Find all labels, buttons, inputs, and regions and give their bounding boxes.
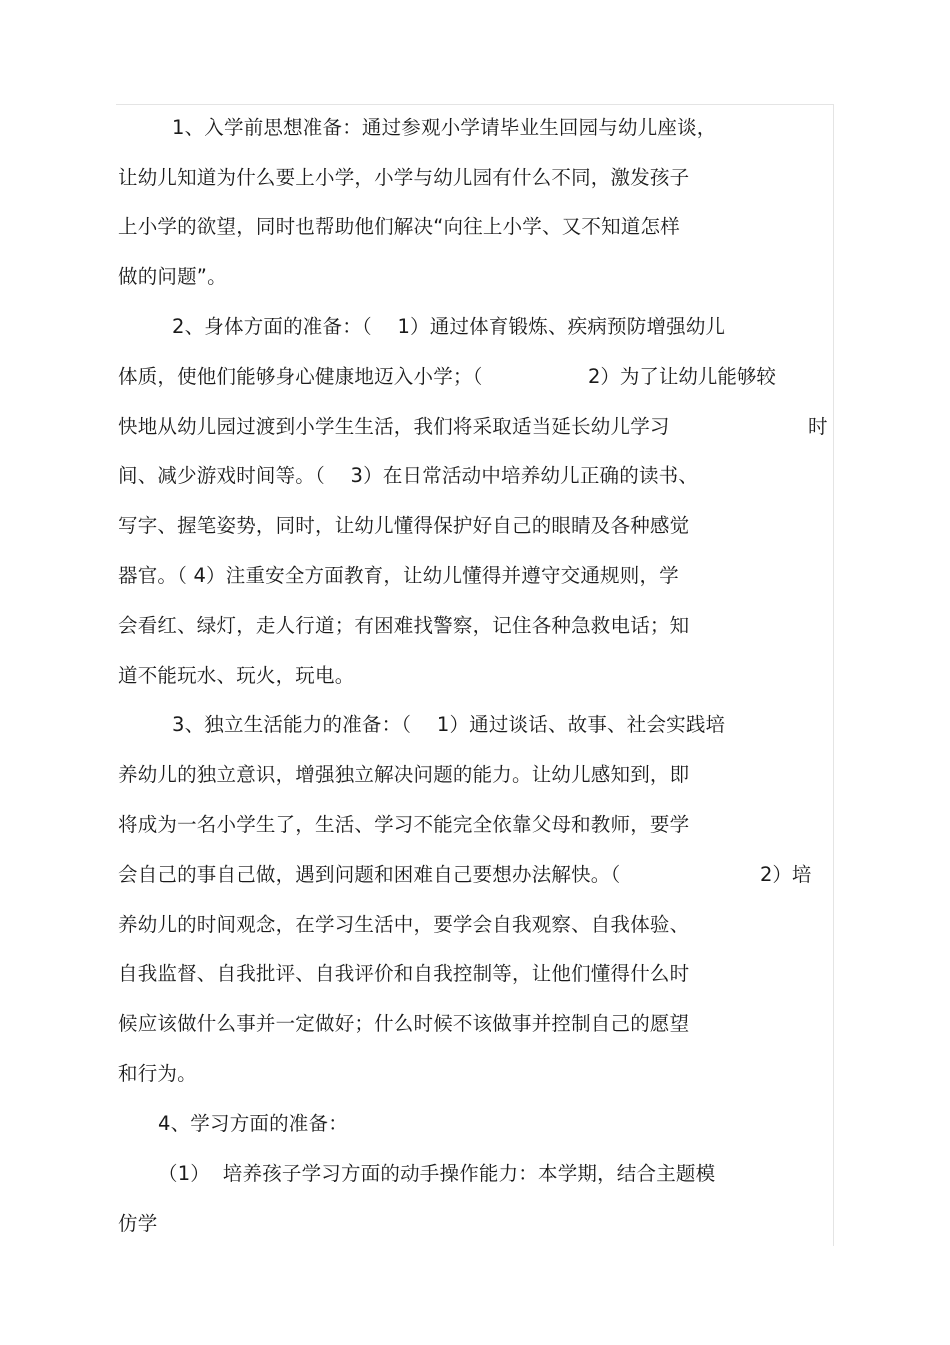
- paragraph-2-line-1: 2、身体方面的准备：（ 1）通过体育锻炼、疾病预防增强幼儿: [172, 315, 726, 338]
- paragraph-3-line-1: 3、独立生活能力的准备：（ 1）通过谈话、故事、社会实践培: [172, 713, 726, 736]
- paragraph-3-line-7: 候应该做什么事并一定做好；什么时候不该做事并控制自己的愿望: [118, 1012, 690, 1035]
- paragraph-1-line-3: 上小学的欲望，同时也帮助他们解决“向往上小学、又不知道怎样: [118, 215, 680, 238]
- paragraph-2-line-4: 间、减少游戏时间等。（ 3）在日常活动中培养幼儿正确的读书、: [118, 464, 699, 487]
- paragraph-3-line-4-fragment: 2）培: [760, 863, 812, 886]
- paragraph-3-line-4: 会自己的事自己做，遇到问题和困难自己要想办法解快。（: [118, 863, 621, 886]
- paragraph-2-line-6: 器官。（ 4）注重安全方面教育，让幼儿懂得并遵守交通规则，学: [118, 564, 679, 587]
- paragraph-3-line-5: 养幼儿的时间观念，在学习生活中，要学会自我观察、自我体验、: [118, 913, 690, 936]
- paragraph-2-line-3-fragment: 时: [808, 415, 828, 438]
- paragraph-1-line-2: 让幼儿知道为什么要上小学，小学与幼儿园有什么不同，激发孩子: [118, 166, 690, 189]
- paragraph-2-line-2-fragment: 2）为了让幼儿能够较: [588, 365, 776, 388]
- paragraph-3-line-6: 自我监督、自我批评、自我评价和自我控制等，让他们懂得什么时: [118, 962, 690, 985]
- section-4-item-1-line-1: （1） 培养孩子学习方面的动手操作能力：本学期，结合主题模: [158, 1162, 716, 1185]
- paragraph-3-line-8: 和行为。: [118, 1062, 197, 1085]
- paragraph-2-line-7: 会看红、绿灯，走人行道；有困难找警察，记住各种急救电话；知: [118, 614, 690, 637]
- paragraph-2-line-2: 体质，使他们能够身心健康地迈入小学；（: [118, 365, 483, 388]
- section-4-item-1-line-2: 仿学: [118, 1212, 158, 1235]
- paragraph-2-line-5: 写字、握笔姿势，同时，让幼儿懂得保护好自己的眼睛及各种感觉: [118, 514, 690, 537]
- paragraph-2-line-8: 道不能玩水、玩火，玩电。: [118, 664, 355, 687]
- paragraph-2-line-3: 快地从幼儿园过渡到小学生生活，我们将采取适当延长幼儿学习: [118, 415, 670, 438]
- paragraph-3-line-2: 养幼儿的独立意识，增强独立解决问题的能力。让幼儿感知到，即: [118, 763, 690, 786]
- paragraph-1-line-1: 1、入学前思想准备：通过参观小学请毕业生回园与幼儿座谈，: [172, 116, 717, 139]
- paragraph-3-line-3: 将成为一名小学生了，生活、学习不能完全依靠父母和教师，要学: [118, 813, 690, 836]
- section-4-heading: 4、学习方面的准备：: [158, 1112, 348, 1135]
- paragraph-1-line-4: 做的问题”。: [118, 265, 227, 288]
